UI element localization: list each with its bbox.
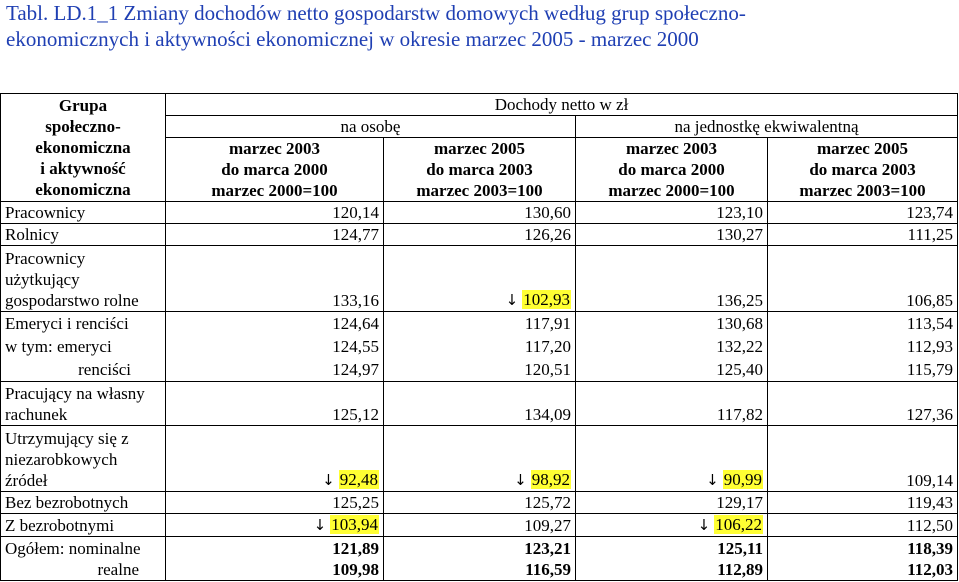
title-line-2: ekonomicznych i aktywności ekonomicznej w okresie marzec 2005 - marzec 2000 [6,27,699,51]
table-row [1,492,958,514]
cell [384,537,576,581]
col3-header [576,138,768,202]
cell: 117,82 [576,382,768,426]
row-label-line: niezarobkowych [5,450,118,469]
group-header-cell [1,94,166,202]
cell-line: 112,03 [907,560,954,579]
cell-decrease [384,426,576,492]
table-row [1,382,958,426]
cell-line: 116,59 [525,560,571,579]
cell-decrease [166,426,384,492]
row-label: Pracownicy [1,202,166,224]
down-arrow-icon: ↓ [322,471,335,489]
down-arrow-icon: ↓ [505,291,519,309]
row-label-line: źródeł [5,471,48,490]
col-header-line: marzec 2003 [228,139,321,158]
col-header-line: marzec 2000=100 [608,181,735,200]
cell: 124,77 [166,224,384,246]
table-row [1,246,958,312]
row-label [1,382,166,426]
cell-decrease [576,514,768,537]
cell-line: 109,98 [332,560,379,579]
table-row [1,224,958,246]
col-header-line: marzec 2003=100 [799,181,926,200]
cell-line: 112,93 [906,337,954,356]
row-label: Rolnicy [1,224,166,246]
cell [576,312,768,382]
per-person-header: na osobę [166,116,576,138]
income-header: Dochody netto w zł [166,94,958,116]
row-label-line: gospodarstwo rolne [5,291,139,310]
cell: 130,60 [384,202,576,224]
col-header-line: marzec 2003=100 [416,181,543,200]
highlighted-value: 90,99 [723,470,762,489]
down-arrow-icon: ↓ [514,471,527,489]
cell: 109,27 [384,514,576,537]
cell: 136,25 [576,246,768,312]
cell: 120,14 [166,202,384,224]
cell-line: 124,64 [332,314,379,333]
cell: 106,85 [768,246,958,312]
cell-line: 113,54 [906,314,954,333]
cell: 123,10 [576,202,768,224]
table-row [1,514,958,537]
col1-header [166,138,384,202]
cell [576,537,768,581]
row-label: Bez bezrobotnych [1,492,166,514]
title-line-1: Tabl. LD.1_1 Zmiany dochodów netto gospodarstw domowych według grup społeczno- [6,1,746,25]
cell-line: 118,39 [907,539,954,558]
col-header-line: marzec 2005 [816,139,909,158]
row-label-line: realne [97,560,139,579]
row-label-line: Utrzymujący się z [5,429,129,448]
cell: 125,25 [166,492,384,514]
cell: 123,74 [768,202,958,224]
col-header-line: marzec 2005 [433,139,526,158]
col-header-line: do marca 2003 [426,160,533,179]
row-label: Z bezrobotnymi [1,514,166,537]
cell: 112,50 [768,514,958,537]
cell: 130,27 [576,224,768,246]
cell-line: 112,89 [717,560,763,579]
row-label-line: użytkujący [5,270,80,289]
per-equiv-header: na jednostkę ekwiwalentną [576,116,958,138]
table-row [1,537,958,581]
cell-decrease [166,514,384,537]
col4-header [768,138,958,202]
cell: 125,12 [166,382,384,426]
cell-line: 130,68 [716,314,763,333]
col-header-line: do marca 2000 [618,160,725,179]
cell: 129,17 [576,492,768,514]
highlighted-value: 92,48 [339,470,378,489]
cell-line: 124,97 [332,360,379,379]
group-header-line: społeczno- [45,117,121,136]
cell [768,312,958,382]
cell-line: 132,22 [716,337,763,356]
row-label-line: w tym: emeryci [5,337,112,356]
cell: 109,14 [768,426,958,492]
cell-line: 125,11 [717,539,763,558]
cell: 134,09 [384,382,576,426]
col-header-line: do marca 2000 [221,160,328,179]
down-arrow-icon: ↓ [313,516,327,534]
group-header-line: i aktywność [40,159,126,178]
row-label [1,537,166,581]
row-label-line: Emeryci i renciści [5,314,129,333]
row-label-line: Ogółem: nominalne [5,539,141,558]
col-header-line: do marca 2003 [809,160,916,179]
row-label-line: Pracownicy [5,249,86,268]
cell-line: 117,20 [524,337,571,356]
cell: 133,16 [166,246,384,312]
cell-line: 115,79 [906,360,954,379]
cell-line: 124,55 [332,337,379,356]
cell-decrease [576,426,768,492]
group-header-line: ekonomiczna [35,138,131,157]
highlighted-value: 106,22 [715,515,762,534]
highlighted-value: 103,94 [331,515,378,534]
group-header-line: Grupa [58,96,108,115]
cell [768,537,958,581]
cell: 126,26 [384,224,576,246]
cell: 111,25 [768,224,958,246]
col-header-line: marzec 2003 [625,139,718,158]
cell: 119,43 [768,492,958,514]
table-row [1,426,958,492]
col2-header [384,138,576,202]
cell [384,312,576,382]
cell-line: 123,21 [524,539,571,558]
table-row [1,202,958,224]
col-header-line: marzec 2000=100 [211,181,338,200]
cell-line: 121,89 [332,539,379,558]
row-label-line: renciści [78,360,131,379]
cell [166,312,384,382]
highlighted-value: 102,93 [523,290,570,309]
row-label [1,312,166,382]
down-arrow-icon: ↓ [706,471,719,489]
cell-decrease [384,246,576,312]
income-table [0,93,958,581]
down-arrow-icon: ↓ [697,516,711,534]
cell [166,537,384,581]
table-row [1,312,958,382]
cell-line: 117,91 [524,314,571,333]
cell-line: 125,40 [716,360,763,379]
cell-line: 120,51 [524,360,571,379]
group-header-line: ekonomiczna [35,180,131,199]
table-title [6,0,946,52]
highlighted-value: 98,92 [531,470,570,489]
cell: 125,72 [384,492,576,514]
row-label [1,246,166,312]
row-label-line: Pracujący na własny [5,384,145,403]
row-label [1,426,166,492]
cell: 127,36 [768,382,958,426]
row-label-line: rachunek [5,405,68,424]
